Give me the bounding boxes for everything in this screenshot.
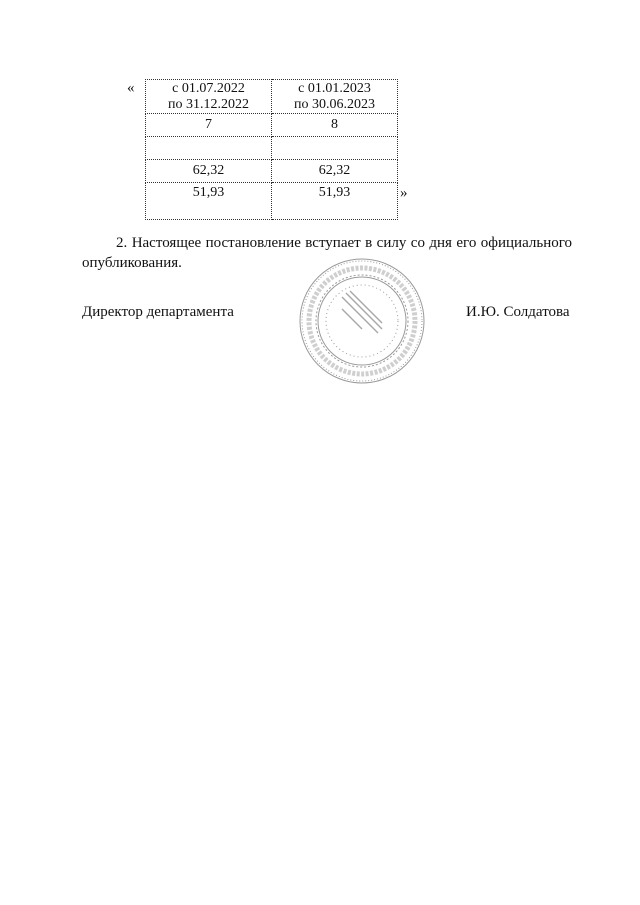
table-row: [146, 160, 398, 183]
table-header-row: [146, 80, 398, 114]
header-cell-period-2: [272, 80, 398, 114]
signatory-name: И.Ю. Солдатова: [466, 304, 570, 320]
effective-date-paragraph: 2. Настоящее постановление вступает в силу со дня его официального опубликования.: [82, 235, 572, 271]
column-number-cell: 8: [272, 114, 398, 137]
empty-cell: [272, 137, 398, 160]
empty-row: [146, 137, 398, 160]
value-cell: 51,93: [272, 183, 398, 220]
value-cell: 62,32: [146, 160, 272, 183]
tariff-table: [145, 79, 398, 220]
column-number-cell: 7: [146, 114, 272, 137]
header-cell-period-1: [146, 80, 272, 114]
closing-quote: »: [400, 185, 408, 201]
official-seal-stamp: [298, 257, 426, 385]
opening-quote: «: [127, 80, 135, 96]
column-number-row: [146, 114, 398, 137]
signatory-position: Директор департамента: [82, 304, 234, 320]
header-cell-line: по 31.12.2022: [168, 96, 249, 112]
table-row: [146, 183, 398, 220]
value-cell: 51,93: [146, 183, 272, 220]
empty-cell: [146, 137, 272, 160]
value-cell: 62,32: [272, 160, 398, 183]
header-cell-line: по 30.06.2023: [294, 96, 375, 112]
header-cell-line: с 01.01.2023: [298, 80, 371, 96]
header-cell-line: с 01.07.2022: [172, 80, 245, 96]
